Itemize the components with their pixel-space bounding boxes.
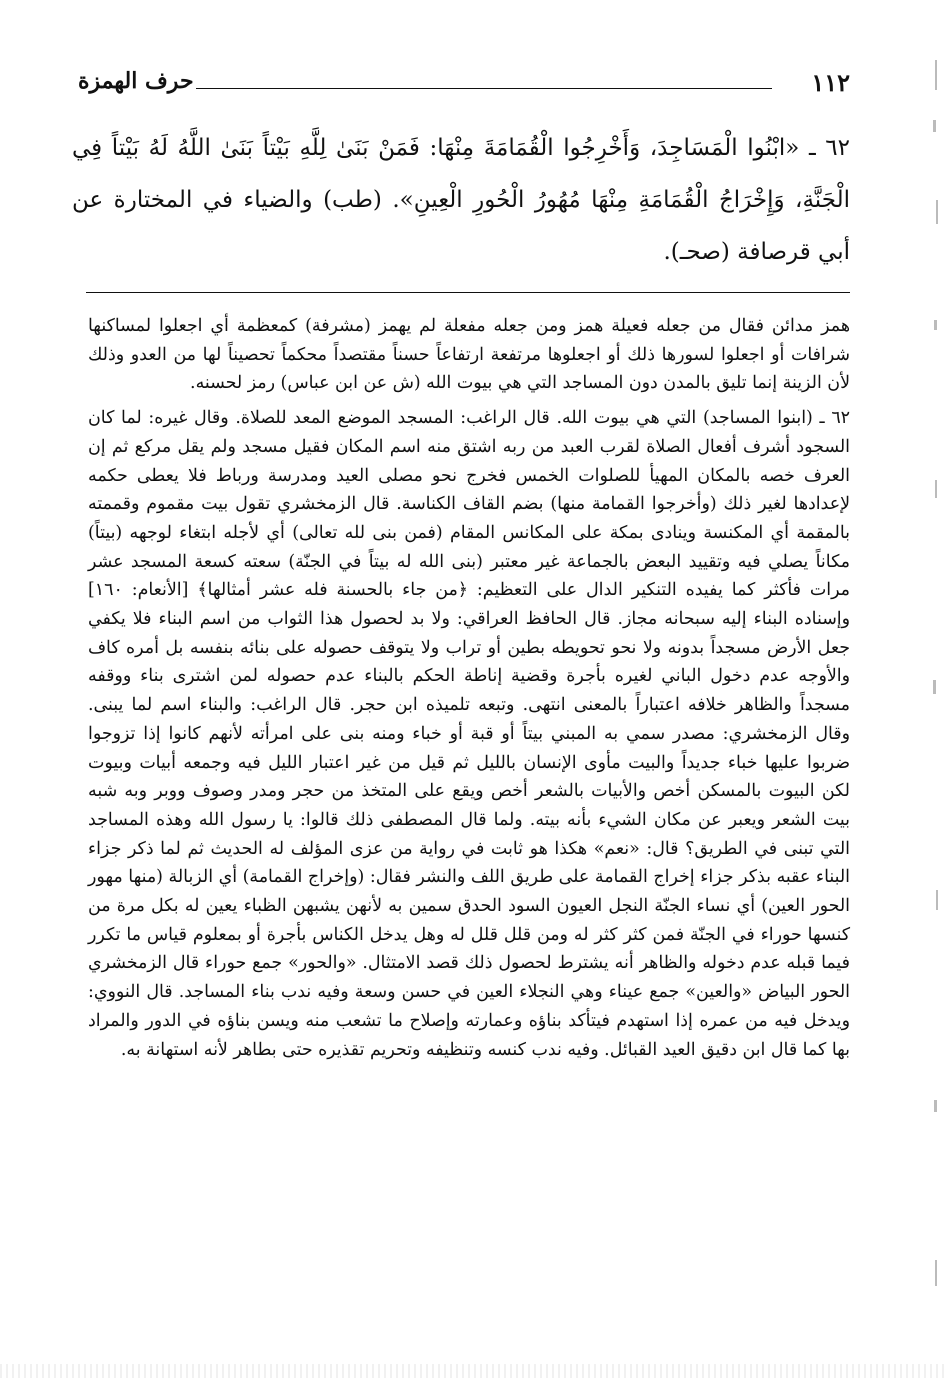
section-title: حرف الهمزة xyxy=(78,68,194,94)
scan-bottom-artifact xyxy=(0,1364,947,1378)
page-number: ١١٢ xyxy=(811,68,850,97)
scan-edge-artifact xyxy=(929,60,943,1320)
commentary-paragraph: همز مدائن فقال من جعله فعيلة همز ومن جعله مفعلة لم يهمز (مشرفة) كمعظمة أي اجعلوا لمساكنها شرافات أو اجعلوا لسورها ذلك أو اجعلوها مرتفعة ارتفاعاً حسناً مقتصداً محكماً تحصيناً لها من العدو وذلك لأن الزينة إنما تليق بالمدن دون المساجد التي هي بيوت الله (ش عن ابن عباس) رمز لحسنه. xyxy=(88,316,850,394)
hadith-text: ٦٢ ـ «ابْنُوا الْمَسَاجِدَ، وَأَخْرِجُوا الْقُمَامَةَ مِنْهَا: فَمَنْ بَنَىٰ لِلَّهِ بَيْتاً بَنَىٰ اللَّهُ لَهُ بَيْتاً فِي الْجَنَّةِ، وَإِخْرَاجُ الْقُمَامَةِ مِنْهَا مُهُورُ الْحُورِ الْعِينِ». (طب) والضياء في المختارة عن أبي قرصافة (صحـ). xyxy=(72,135,850,265)
commentary-paragraph: ٦٢ ـ (ابنوا المساجد) التي هي بيوت الله. قال الراغب: المسجد الموضع المعد للصلاة. وقال غيره: لما كان السجود أشرف أفعال الصلاة لقرب العبد من ربه اشتق منه اسم المكان فقيل مسجد ولم يقل مركع ثم إن العرف خصه بالمكان المهيأ للصلوات الخمس فخرج نحو مصلى العيد ومدرسة ورباط فلا يعطى حكمه لإعدادها لغير ذلك (وأخرجوا القمامة منها) بضم القاف الكناسة. قال الزمخشري تقول بيت مقموم وقممته بالمقمة أي المكنسة وينادى بمكة على المكانس المقام (فمن بنى لله تعالى) أي لأجله ابتغاء لوجهه (بيتاً) مكاناً يصلي فيه وتقييد البعض بالجماعة غير معتبر (بنى الله له بيتاً في الجنّة) سعته كسعة المسجد عشر مرات فأكثر كما يفيده التنكير الدال على التعظيم: ﴿من جاء بالحسنة فله عشر أمثالها﴾ [الأنعام: ١٦٠] وإسناده البناء إليه سبحانه مجاز. قال الحافظ العراقي: ولا بد لحصول هذا الثواب من اسم البناء فلا يكفي جعل الأرض مسجداً بدونه ولا نحو تحويطه بطين أو تراب ولا يتوقف حصوله على بنائه بنفسه بل أمره كاف والأوجه عدم دخول الباني لغيره بأجرة وقضية إناطة الحكم بالبناء عدم حصوله لمن اشترى بناء ووقفه مسجداً والظاهر خلافه اعتباراً بالمعنى انتهى. وتبعه تلميذه ابن حجر. قال الراغب: والبناء اسم لما يبنى. وقال الزمخشري: مصدر سمي به المبني بيتاً أو قبة أو خباء ومنه بنى على امرأته لأنهم كانوا إذا تزوجوا ضربوا عليها خباء جديداً والبيت مأوى الإنسان بالليل ثم قيل من غير اعتبار الليل فيه وجمعه أبيات وبيوت لكن البيوت بالمسكن أخص والأبيات بالشعر أخص ويقع على المتخذ من حجر ومدر وصوف ووبر وبه شبه بيت الشعر ويعبر عن مكان الشيء بأنه بيته. ولما قال المصطفى ذلك قالوا: يا رسول الله وهذه المساجد التي تبنى في الطريق؟ قال: «نعم» هكذا هو ثابت في رواية من عزى المؤلف له الحديث ثم لما ذكر جزاء البناء عقبه بذكر جزاء إخراج القمامة على طريق اللف والنشر فقال: (وإخراج القمامة) أي الزبالة (منها مهور الحور العين) أي نساء الجنّة النجل العيون السود الحدق سمين به لأنهن يشبهن الظباء يعين له بكل مرة من كنسها حوراء في الجنّة فمن كثر كثر له ومن قلل قلل له وهل يدخل الكناس بأجرة أو بمعلوم قياس ما تكرر فيما قبله عدم دخوله والظاهر أنه يشترط لحصول ذلك قصد الامتثال. «والحور» جمع حوراء قال الزمخشري الحور البياض «والعين» جمع عيناء وهي النجلاء العين في حسن وسعة وفيه ندب بناء المساجد. قال النووي: ويدخل فيه من عمره إذا استهدم فيتأكد بناؤه وعمارته وإصلاح ما تشعب منه ويسن بناؤه في الدور والمراد بها كما قال ابن دقيق العيد القبائل. وفيه ندب كنسه وتنظيفه وتحريم تقذيره حتى بطاهر لأنه استهانة به. xyxy=(88,408,850,1060)
header-rule xyxy=(196,88,772,89)
commentary xyxy=(88,312,850,1064)
footnote-separator xyxy=(86,292,850,293)
page-header xyxy=(78,68,850,102)
